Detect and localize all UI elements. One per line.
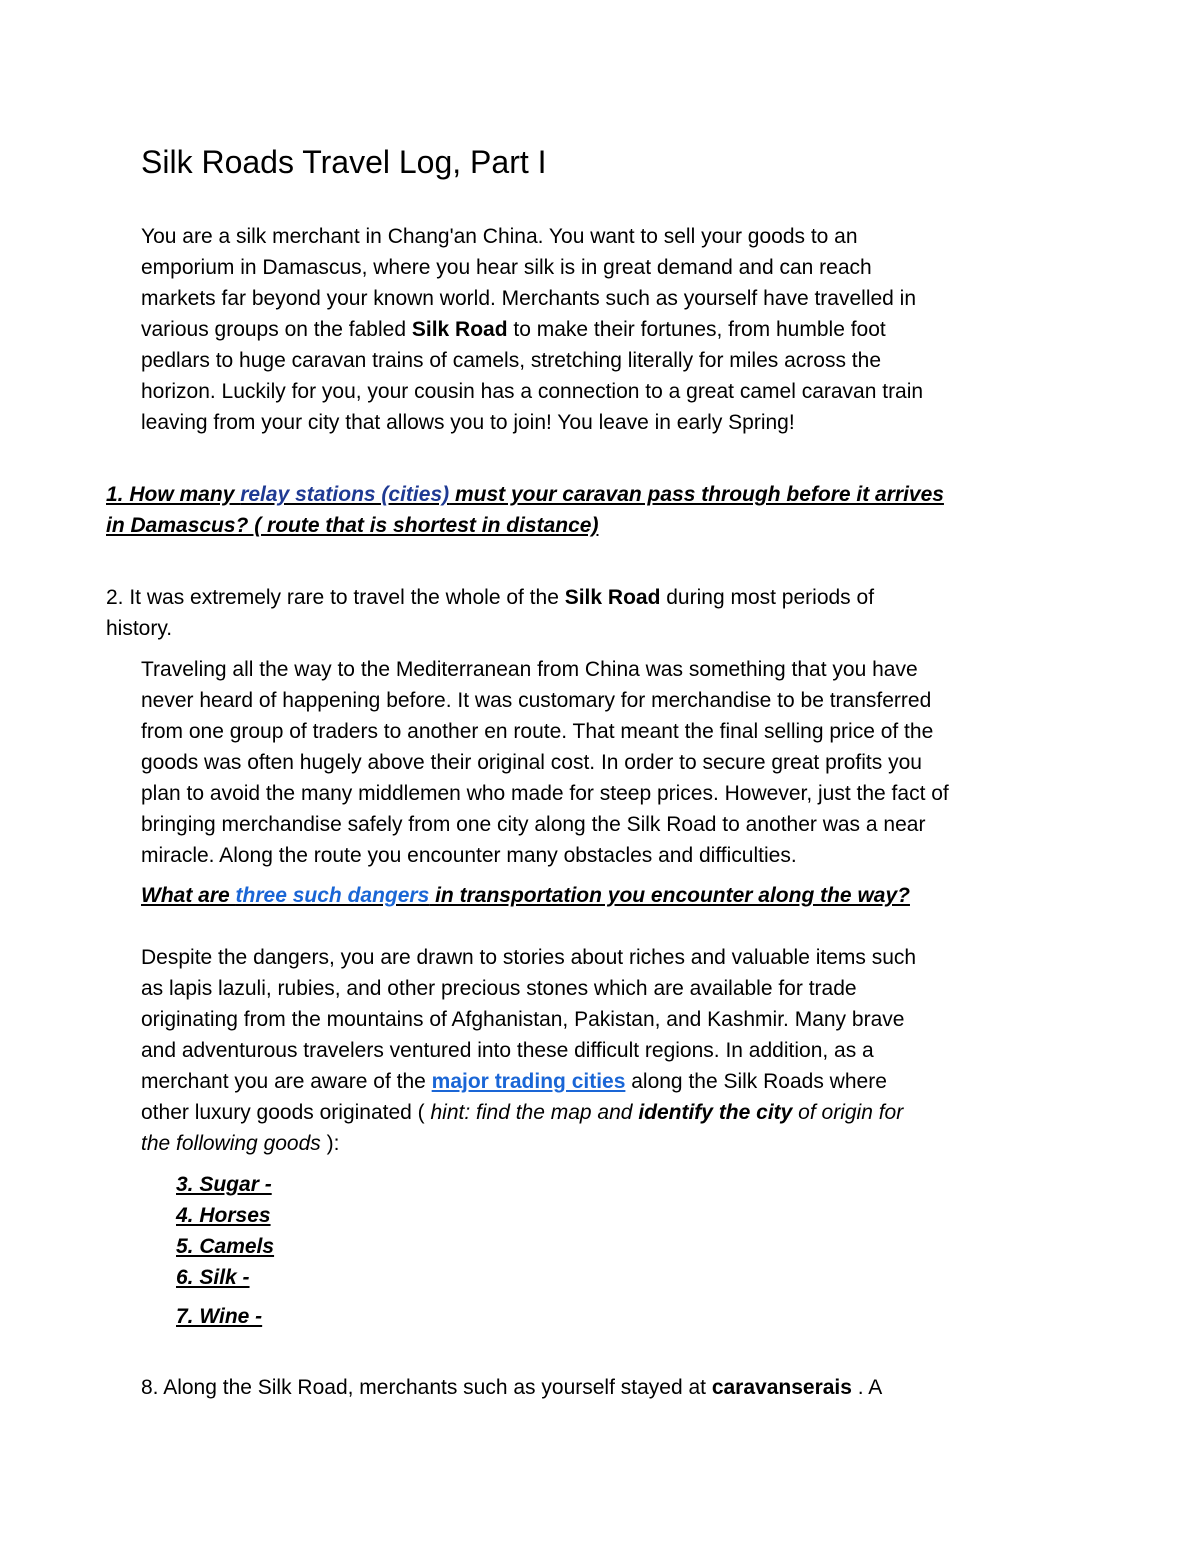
goods-item-silk: 6. Silk - bbox=[176, 1266, 250, 1289]
intro-line: markets far beyond your known world. Merchants such as yourself have travelled in bbox=[141, 287, 917, 310]
three-dangers-link[interactable]: three such dangers bbox=[235, 884, 430, 907]
paragraph-line: Traveling all the way to the Mediterranean from China was something that you have bbox=[141, 658, 918, 681]
question-8-line bbox=[141, 1372, 882, 1403]
paragraph-line: Despite the dangers, you are drawn to stories about riches and valuable items such bbox=[141, 946, 917, 969]
question-2-text: during most periods of bbox=[660, 586, 875, 609]
hint-text: hint: find the map and bbox=[430, 1101, 639, 1124]
paragraph-line: and adventurous travelers ventured into these difficult regions. In addition, as a bbox=[141, 1039, 874, 1062]
paragraph-text: ): bbox=[320, 1132, 340, 1155]
question-8-text: . A bbox=[851, 1376, 883, 1399]
intro-paragraph bbox=[141, 221, 923, 438]
question-2-line: history. bbox=[106, 617, 173, 640]
paragraph-line bbox=[141, 1097, 916, 1128]
intro-line: leaving from your city that allows you to join! You leave in early Spring! bbox=[141, 411, 795, 434]
relay-stations-link[interactable]: relay stations (cities) bbox=[240, 483, 450, 506]
paragraph-line: from one group of traders to another en route. That meant the final selling price of the bbox=[141, 720, 934, 743]
goods-item-horses: 4. Horses bbox=[176, 1204, 271, 1227]
goods-item-camels: 5. Camels bbox=[176, 1235, 275, 1258]
dangers-question-line bbox=[141, 880, 910, 911]
hint-text: of origin for bbox=[792, 1101, 904, 1124]
intro-line: emporium in Damascus, where you hear silk is in great demand and can reach bbox=[141, 256, 872, 279]
intro-text: to make their fortunes, from humble foot bbox=[507, 318, 886, 341]
intro-line: You are a silk merchant in Chang'an China. You want to sell your goods to an bbox=[141, 225, 858, 248]
hint-text: the following goods bbox=[141, 1132, 321, 1155]
question-1-text: must your caravan pass through before it arrives bbox=[449, 483, 944, 506]
dangers-text: What are bbox=[141, 884, 236, 907]
caravanserais-bold: caravanserais bbox=[711, 1376, 852, 1399]
paragraph-line: miracle. Along the route you encounter many obstacles and difficulties. bbox=[141, 844, 797, 867]
paragraph-text: merchant you are aware of the bbox=[141, 1070, 432, 1093]
identify-city-text: identify the city bbox=[638, 1101, 793, 1124]
question-1-text: 1. How many bbox=[106, 483, 241, 506]
silk-road-bold: Silk Road bbox=[564, 586, 661, 609]
paragraph-line: originating from the mountains of Afghanistan, Pakistan, and Kashmir. Many brave bbox=[141, 1008, 905, 1031]
intro-text: various groups on the fabled bbox=[141, 318, 412, 341]
middlemen-paragraph bbox=[141, 654, 949, 871]
question-2-text: 2. It was extremely rare to travel the whole of the bbox=[106, 586, 565, 609]
goods-item-wine: 7. Wine - bbox=[176, 1305, 263, 1328]
paragraph-line: bringing merchandise safely from one city along the Silk Road to another was a near bbox=[141, 813, 926, 836]
paragraph-line bbox=[141, 1066, 916, 1097]
question-8-text: 8. Along the Silk Road, merchants such as yourself stayed at bbox=[141, 1376, 712, 1399]
silk-road-bold: Silk Road bbox=[411, 318, 508, 341]
paragraph-line bbox=[141, 1128, 916, 1159]
question-2-line bbox=[106, 582, 874, 613]
goods-item-sugar: 3. Sugar - bbox=[176, 1173, 272, 1196]
intro-line: horizon. Luckily for you, your cousin has a connection to a great camel caravan train bbox=[141, 380, 924, 403]
intro-line: pedlars to huge caravan trains of camels, stretching literally for miles across the bbox=[141, 349, 881, 372]
dangers-question bbox=[141, 880, 910, 911]
paragraph-text: along the Silk Roads where bbox=[625, 1070, 887, 1093]
question-8 bbox=[141, 1372, 882, 1403]
question-2 bbox=[106, 582, 874, 644]
question-1 bbox=[106, 479, 944, 541]
paragraph-text: other luxury goods originated ( bbox=[141, 1101, 431, 1124]
dangers-text: in transportation you encounter along the way? bbox=[429, 884, 910, 907]
goods-paragraph bbox=[141, 942, 916, 1159]
paragraph-line: goods was often hugely above their original cost. In order to secure great profits you bbox=[141, 751, 922, 774]
major-trading-cities-link[interactable]: major trading cities bbox=[431, 1070, 626, 1093]
question-1-line bbox=[106, 479, 944, 510]
intro-line bbox=[141, 314, 923, 345]
question-1-line: in Damascus? ( route that is shortest in distance) bbox=[106, 514, 599, 537]
paragraph-line: as lapis lazuli, rubies, and other precious stones which are available for trade bbox=[141, 977, 857, 1000]
paragraph-line: never heard of happening before. It was customary for merchandise to be transferred bbox=[141, 689, 932, 712]
page-title: Silk Roads Travel Log, Part I bbox=[141, 144, 547, 180]
paragraph-line: plan to avoid the many middlemen who made for steep prices. However, just the fact of bbox=[141, 782, 949, 805]
